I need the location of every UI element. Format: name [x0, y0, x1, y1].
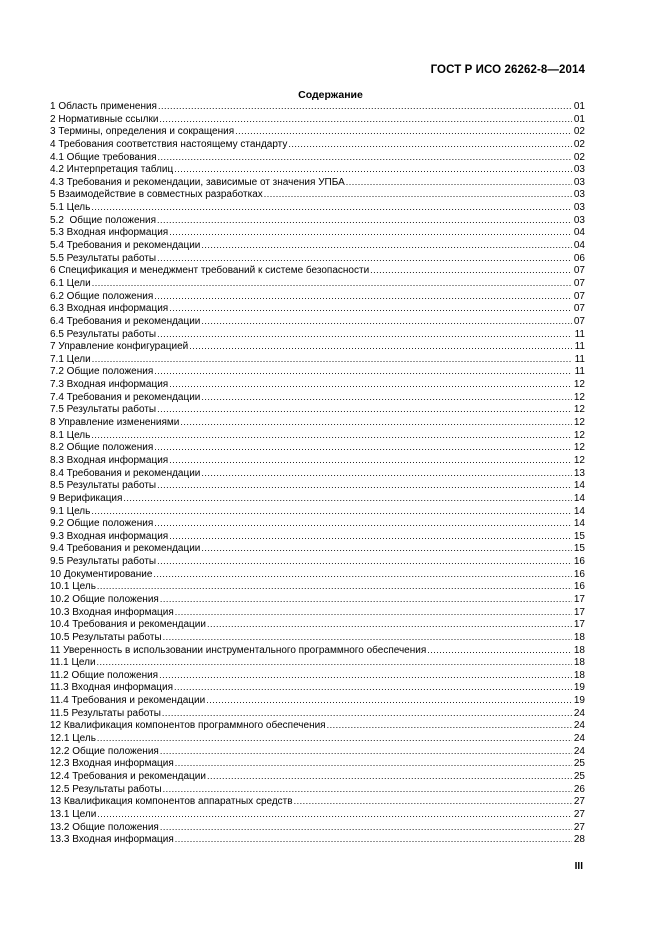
toc-dot-leader — [169, 530, 572, 543]
toc-dot-leader — [427, 644, 572, 657]
toc-entry[interactable] — [50, 113, 585, 126]
toc-entry-label: 12.2 Общие положения — [50, 745, 159, 757]
toc-entry[interactable] — [50, 606, 585, 619]
toc-entry[interactable] — [50, 542, 585, 555]
toc-entry-page: 24 — [573, 745, 585, 757]
toc-dot-leader — [158, 151, 572, 164]
toc-entry-label: 8.4 Требования и рекомендации — [50, 467, 201, 479]
toc-entry-label: 6.4 Требования и рекомендации — [50, 315, 201, 327]
toc-entry[interactable] — [50, 783, 585, 796]
toc-dot-leader — [123, 492, 572, 505]
toc-entry[interactable] — [50, 770, 585, 783]
toc-entry[interactable] — [50, 277, 585, 290]
toc-entry-label: 7.4 Требования и рекомендации — [50, 391, 201, 403]
toc-entry-page: 17 — [573, 593, 585, 605]
toc-entry[interactable] — [50, 125, 585, 138]
toc-entry[interactable] — [50, 163, 585, 176]
toc-entry-label: 10.5 Результаты работы — [50, 631, 162, 643]
toc-dot-leader — [174, 163, 572, 176]
toc-dot-leader — [97, 732, 572, 745]
toc-entry-page: 18 — [573, 669, 585, 681]
toc-entry-label: 7 Управление конфигурацией — [50, 341, 189, 353]
toc-entry-page: 11 — [574, 353, 585, 365]
toc-entry[interactable] — [50, 593, 585, 606]
toc-entry[interactable] — [50, 391, 585, 404]
toc-dot-leader — [201, 542, 572, 555]
toc-dot-leader — [91, 201, 572, 214]
toc-dot-leader — [201, 467, 572, 480]
toc-entry-page: 14 — [573, 492, 585, 504]
toc-dot-leader — [157, 403, 572, 416]
toc-entry-page: 07 — [573, 277, 585, 289]
toc-entry-label: 1 Область применения — [50, 101, 157, 112]
toc-entry[interactable] — [50, 378, 585, 391]
toc-dot-leader — [159, 669, 572, 682]
toc-entry-label: 6.1 Цели — [50, 277, 91, 289]
toc-entry[interactable] — [50, 707, 585, 720]
toc-entry-label: 5 Взаимодействие в совместных разработках — [50, 189, 263, 201]
toc-entry-page: 04 — [573, 240, 585, 252]
toc-dot-leader — [163, 631, 572, 644]
toc-entry-page: 03 — [573, 189, 585, 201]
toc-entry[interactable] — [50, 694, 585, 707]
toc-entry-label: 5.1 Цель — [50, 202, 91, 214]
toc-entry-label: 8 Управление изменениями — [50, 417, 180, 429]
toc-entry[interactable] — [50, 151, 585, 164]
toc-entry[interactable] — [50, 252, 585, 265]
toc-entry-label: 7.2 Общие положения — [50, 366, 154, 378]
toc-entry-page: 25 — [573, 770, 585, 782]
toc-entry[interactable] — [50, 188, 585, 201]
toc-entry-page: 11 — [574, 341, 585, 353]
toc-entry[interactable] — [50, 719, 585, 732]
toc-entry-label: 4.3 Требования и рекомендации, зависимые от значения УПБА — [50, 176, 345, 188]
toc-entry[interactable] — [50, 821, 585, 834]
toc-entry-page: 07 — [573, 315, 585, 327]
toc-entry-label: 6.5 Результаты работы — [50, 328, 157, 340]
toc-entry[interactable] — [50, 795, 585, 808]
toc-dot-leader — [157, 252, 572, 265]
toc-entry-label: 11.5 Результаты работы — [50, 707, 161, 719]
toc-entry-label: 7.1 Цели — [50, 353, 91, 365]
toc-dot-leader — [327, 719, 572, 732]
toc-dot-leader — [264, 188, 572, 201]
toc-dot-leader — [154, 365, 572, 378]
table-of-contents — [50, 100, 585, 846]
toc-entry-page: 25 — [573, 758, 585, 770]
toc-entry[interactable] — [50, 631, 585, 644]
toc-entry-label: 12.3 Входная информация — [50, 758, 174, 770]
toc-entry[interactable] — [50, 100, 585, 113]
toc-entry[interactable] — [50, 833, 585, 846]
toc-entry-page: 16 — [573, 581, 585, 593]
toc-entry[interactable] — [50, 201, 585, 214]
toc-dot-leader — [346, 176, 572, 189]
toc-entry-page: 12 — [573, 404, 585, 416]
toc-dot-leader — [235, 125, 572, 138]
toc-entry-page: 18 — [573, 631, 585, 643]
toc-entry-label: 11.4 Требования и рекомендации — [50, 695, 206, 707]
toc-entry-page: 12 — [573, 429, 585, 441]
toc-dot-leader — [157, 214, 572, 227]
toc-dot-leader — [206, 694, 572, 707]
toc-entry-label: 9.5 Результаты работы — [50, 556, 157, 568]
toc-entry[interactable] — [50, 530, 585, 543]
toc-entry-label: 2 Нормативные ссылки — [50, 113, 159, 125]
toc-dot-leader — [207, 618, 572, 631]
toc-dot-leader — [180, 416, 572, 429]
toc-entry-label: 10.1 Цель — [50, 581, 96, 593]
toc-dot-leader — [97, 580, 572, 593]
toc-entry-label: 12 Квалификация компонентов программного обеспечения — [50, 720, 326, 732]
toc-entry[interactable] — [50, 757, 585, 770]
toc-entry-page: 27 — [573, 821, 585, 833]
toc-entry-page: 12 — [573, 417, 585, 429]
toc-entry-label: 13.2 Общие положения — [50, 821, 159, 833]
toc-dot-leader — [163, 783, 572, 796]
toc-entry[interactable] — [50, 315, 585, 328]
toc-entry-label: 10.4 Требования и рекомендации — [50, 619, 206, 631]
toc-entry-page: 03 — [573, 214, 585, 226]
toc-entry-page: 03 — [573, 202, 585, 214]
toc-dot-leader — [174, 681, 572, 694]
toc-entry[interactable] — [50, 454, 585, 467]
toc-title: Содержание — [298, 89, 363, 101]
toc-entry-page: 12 — [573, 391, 585, 403]
toc-dot-leader — [175, 833, 572, 846]
toc-entry[interactable] — [50, 328, 585, 341]
toc-entry-label: 8.3 Входная информация — [50, 454, 169, 466]
toc-entry-page: 16 — [573, 568, 585, 580]
toc-dot-leader — [169, 378, 572, 391]
toc-entry-page: 03 — [573, 164, 585, 176]
toc-entry-page: 14 — [573, 480, 585, 492]
toc-entry[interactable] — [50, 568, 585, 581]
toc-entry-label: 7.3 Входная информация — [50, 379, 169, 391]
toc-entry[interactable] — [50, 403, 585, 416]
toc-dot-leader — [154, 290, 572, 303]
toc-entry-page: 03 — [573, 176, 585, 188]
toc-entry-label: 9.4 Требования и рекомендации — [50, 543, 201, 555]
toc-entry-page: 06 — [573, 252, 585, 264]
toc-dot-leader — [370, 264, 572, 277]
toc-entry-label: 9.2 Общие положения — [50, 518, 154, 530]
toc-entry[interactable] — [50, 732, 585, 745]
toc-entry-page: 13 — [573, 467, 585, 479]
toc-entry-page: 12 — [573, 379, 585, 391]
toc-entry-label: 10 Документирование — [50, 568, 153, 580]
toc-dot-leader — [91, 505, 572, 518]
toc-entry-page: 12 — [573, 454, 585, 466]
toc-entry-page: 26 — [573, 783, 585, 795]
toc-entry-page: 11 — [574, 328, 585, 340]
toc-entry-page: 02 — [573, 151, 585, 163]
toc-entry-page: 14 — [573, 518, 585, 530]
toc-entry-label: 6 Спецификация и менеджмент требований к системе безопасности — [50, 265, 370, 277]
toc-entry-page: 24 — [573, 733, 585, 745]
toc-dot-leader — [160, 593, 572, 606]
toc-entry-label: 8.1 Цель — [50, 429, 91, 441]
toc-entry[interactable] — [50, 340, 585, 353]
toc-entry-page: 07 — [573, 265, 585, 277]
toc-dot-leader — [157, 555, 572, 568]
toc-entry[interactable] — [50, 176, 585, 189]
toc-entry[interactable] — [50, 365, 585, 378]
toc-dot-leader — [153, 568, 572, 581]
toc-entry[interactable] — [50, 239, 585, 252]
toc-entry-label: 5.4 Требования и рекомендации — [50, 240, 201, 252]
toc-entry[interactable] — [50, 808, 585, 821]
toc-dot-leader — [158, 100, 572, 113]
toc-entry-label: 6.3 Входная информация — [50, 303, 169, 315]
toc-dot-leader — [201, 391, 572, 404]
toc-dot-leader — [92, 277, 572, 290]
toc-entry-label: 10.2 Общие положения — [50, 593, 159, 605]
toc-entry[interactable] — [50, 644, 585, 657]
toc-entry-label: 11 Уверенность в использовании инструментального программного обеспечения — [50, 644, 427, 656]
toc-entry-page: 18 — [573, 644, 585, 656]
toc-dot-leader — [157, 479, 572, 492]
toc-entry-label: 9.3 Входная информация — [50, 530, 169, 542]
toc-entry[interactable] — [50, 214, 585, 227]
toc-entry-page: 15 — [573, 543, 585, 555]
toc-entry-page: 17 — [573, 606, 585, 618]
toc-entry[interactable] — [50, 517, 585, 530]
toc-entry-page: 01 — [573, 101, 585, 112]
document-standard-header: ГОСТ Р ИСО 26262-8—2014 — [430, 64, 585, 76]
toc-entry-page: 17 — [573, 619, 585, 631]
toc-entry-page: 04 — [573, 227, 585, 239]
toc-dot-leader — [97, 808, 572, 821]
toc-entry-label: 4 Требования соответствия настоящему стандарту — [50, 138, 288, 150]
toc-dot-leader — [159, 113, 572, 126]
toc-entry-page: 27 — [573, 796, 585, 808]
toc-entry-page: 02 — [573, 126, 585, 138]
toc-dot-leader — [97, 656, 572, 669]
toc-entry[interactable] — [50, 618, 585, 631]
toc-entry[interactable] — [50, 479, 585, 492]
toc-entry-page: 27 — [573, 808, 585, 820]
toc-entry-page: 24 — [573, 707, 585, 719]
toc-entry-page: 15 — [573, 530, 585, 542]
toc-entry-label: 9 Верификация — [50, 492, 123, 504]
toc-entry[interactable] — [50, 302, 585, 315]
toc-entry-label: 4.2 Интерпретация таблиц — [50, 164, 174, 176]
toc-entry-label: 12.5 Результаты работы — [50, 783, 162, 795]
toc-entry[interactable] — [50, 681, 585, 694]
toc-entry-page: 28 — [573, 834, 585, 846]
toc-entry-page: 18 — [573, 657, 585, 669]
toc-entry-label: 6.2 Общие положения — [50, 290, 154, 302]
toc-dot-leader — [169, 302, 572, 315]
toc-entry-label: 12.4 Требования и рекомендации — [50, 770, 206, 782]
toc-entry-label: 5.2 Общие положения — [50, 214, 157, 226]
toc-dot-leader — [294, 795, 572, 808]
toc-dot-leader — [157, 328, 572, 341]
toc-entry[interactable] — [50, 138, 585, 151]
toc-entry-label: 11.2 Общие положения — [50, 669, 159, 681]
toc-dot-leader — [162, 707, 572, 720]
toc-dot-leader — [201, 315, 572, 328]
toc-dot-leader — [201, 239, 572, 252]
toc-entry[interactable] — [50, 656, 585, 669]
toc-entry-page: 11 — [574, 366, 585, 378]
toc-entry-label: 12.1 Цель — [50, 733, 96, 745]
toc-dot-leader — [288, 138, 572, 151]
toc-entry-label: 8.5 Результаты работы — [50, 480, 157, 492]
toc-entry[interactable] — [50, 290, 585, 303]
toc-entry-page: 01 — [573, 113, 585, 125]
toc-dot-leader — [169, 454, 572, 467]
toc-entry-label: 8.2 Общие положения — [50, 442, 154, 454]
toc-entry[interactable] — [50, 745, 585, 758]
toc-dot-leader — [207, 770, 572, 783]
toc-dot-leader — [160, 821, 572, 834]
toc-dot-leader — [169, 226, 572, 239]
toc-entry-label: 11.3 Входная информация — [50, 682, 174, 694]
toc-entry-page: 07 — [573, 303, 585, 315]
toc-entry[interactable] — [50, 580, 585, 593]
toc-entry-label: 3 Термины, определения и сокращения — [50, 126, 235, 138]
toc-entry[interactable] — [50, 555, 585, 568]
toc-entry-label: 10.3 Входная информация — [50, 606, 174, 618]
toc-entry[interactable] — [50, 505, 585, 518]
toc-entry-page: 14 — [573, 505, 585, 517]
toc-entry-label: 13.1 Цели — [50, 808, 97, 820]
toc-entry-label: 5.3 Входная информация — [50, 227, 169, 239]
toc-entry[interactable] — [50, 416, 585, 429]
toc-dot-leader — [154, 441, 572, 454]
toc-entry-page: 19 — [573, 682, 585, 694]
toc-dot-leader — [189, 340, 572, 353]
toc-dot-leader — [175, 757, 572, 770]
toc-entry-page: 19 — [573, 695, 585, 707]
toc-entry-label: 4.1 Общие требования — [50, 151, 157, 163]
toc-entry-label: 13.3 Входная информация — [50, 834, 174, 846]
toc-dot-leader — [175, 606, 572, 619]
toc-dot-leader — [154, 517, 572, 530]
toc-dot-leader — [92, 353, 572, 366]
toc-entry-page: 24 — [573, 720, 585, 732]
toc-dot-leader — [91, 429, 572, 442]
toc-entry[interactable] — [50, 353, 585, 366]
toc-entry[interactable] — [50, 669, 585, 682]
toc-entry[interactable] — [50, 492, 585, 505]
toc-entry[interactable] — [50, 264, 585, 277]
toc-entry-label: 11.1 Цели — [50, 657, 96, 669]
toc-entry[interactable] — [50, 226, 585, 239]
toc-entry-page: 12 — [573, 442, 585, 454]
toc-entry-page: 02 — [573, 138, 585, 150]
toc-entry-label: 9.1 Цель — [50, 505, 91, 517]
toc-entry-label: 13 Квалификация компонентов аппаратных средств — [50, 796, 293, 808]
toc-entry-page: 16 — [573, 556, 585, 568]
toc-dot-leader — [160, 745, 572, 758]
toc-entry[interactable] — [50, 467, 585, 480]
toc-entry-page: 07 — [573, 290, 585, 302]
toc-entry[interactable] — [50, 429, 585, 442]
toc-entry[interactable] — [50, 441, 585, 454]
toc-entry-label: 7.5 Результаты работы — [50, 404, 157, 416]
toc-entry-label: 5.5 Результаты работы — [50, 252, 157, 264]
page-number: III — [574, 861, 583, 872]
